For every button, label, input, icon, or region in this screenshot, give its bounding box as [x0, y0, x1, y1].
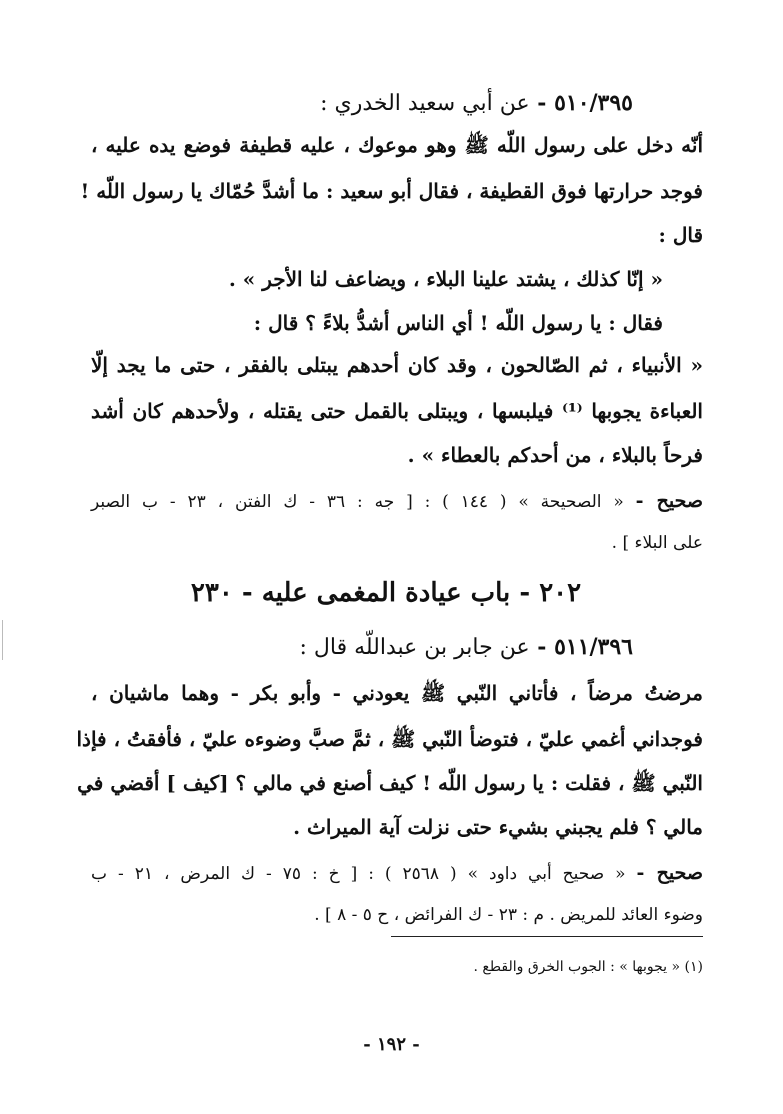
page-number: - ١٩٢ -: [363, 1034, 420, 1055]
hadith-395-text-line-8: فرحاً بالبلاء ، من أحدكم بالعطاء » .: [407, 443, 703, 467]
hadith-396-source-line-2: وضوء العائد للمريض . م : ٢٣ - ك الفرائض ، ح ٥ - ٨ ] .: [314, 905, 703, 925]
hadith-395-source-line-1: [91, 486, 703, 517]
hadith-395-narrator: عن أبي سعيد الخدري :: [320, 91, 530, 116]
hadith-396-text-line-4: مالي ؟ فلم يجبني بشيء حتى نزلت آية الميراث .: [293, 815, 703, 839]
hadith-395-header: [320, 88, 633, 119]
hadith-395-source-line-2: على البلاء ] .: [611, 533, 703, 553]
hadith-395-text-line-3: قال :: [658, 223, 703, 247]
hadith-395-text-line-7: العباءة يجوبها ⁽¹⁾ فيلبسها ، ويبتلى بالقمل حتى يقتله ، ولأحدهم كان أشد: [91, 399, 703, 423]
hadith-395-text-line-5: فقال : يا رسول اللّه ! أي الناس أشدُّ بلاءً ؟ قال :: [253, 311, 663, 335]
hadith-396-text-line-3: النّبي ﷺ ، فقلت : يا رسول اللّه ! كيف أصنع في مالي ؟ [كيف ] أقضي في: [77, 771, 703, 795]
hadith-395-text-line-4: « إنّا كذلك ، يشتد علينا البلاء ، ويضاعف لنا الأجر » .: [228, 267, 663, 291]
hadith-395-text-line-2: فوجد حرارتها فوق القطيفة ، فقال أبو سعيد : ما أشدَّ حُمّاك يا رسول اللّه !: [80, 179, 703, 203]
hadith-396-grade: صحيح -: [636, 862, 703, 884]
hadith-396-source-line-1: [91, 858, 703, 889]
hadith-396-narrator: عن جابر بن عبداللّه قال :: [299, 635, 530, 660]
scan-margin-mark: [2, 620, 3, 660]
chapter-heading: ٢٠٢ - باب عيادة المغمى عليه - ٢٣٠: [190, 578, 582, 608]
hadith-396-header: [299, 632, 633, 663]
hadith-395-grade: صحيح -: [635, 490, 704, 512]
hadith-396-text-line-2: فوجداني أغمي عليّ ، فتوضأ النّبي ﷺ ، ثمَّ صبَّ وضوءه عليّ ، فأفقتُ ، فإذا: [76, 727, 703, 751]
hadith-395-number: ٥١٠/٣٩٥ -: [537, 90, 633, 116]
footnote-separator: [391, 936, 703, 937]
hadith-396-number: ٥١١/٣٩٦ -: [537, 634, 633, 660]
hadith-396-source-text: « صحيح أبي داود » ( ٢٥٦٨ ) : [ خ : ٧٥ - ك المرض ، ٢١ - ب: [91, 864, 626, 884]
footnote: (١) « يجوبها » : الجوب الخرق والقطع .: [473, 959, 703, 975]
hadith-396-text-line-1: مرضتُ مرضاً ، فأتاني النّبي ﷺ يعودني - وأبو بكر - وهما ماشيان ،: [91, 681, 703, 705]
hadith-395-text-line-6: « الأنبياء ، ثم الصّالحون ، وقد كان أحدهم يبتلى بالفقر ، حتى ما يجد إلّا: [91, 353, 703, 377]
hadith-395-text-line-1: أنّه دخل على رسول اللّه ﷺ وهو موعوك ، عليه قطيفة فوضع يده عليه ،: [91, 133, 703, 157]
hadith-395-source-text: « الصحيحة » ( ١٤٤ ) : [ جه : ٣٦ - ك الفتن ، ٢٣ - ب الصبر: [91, 492, 624, 512]
